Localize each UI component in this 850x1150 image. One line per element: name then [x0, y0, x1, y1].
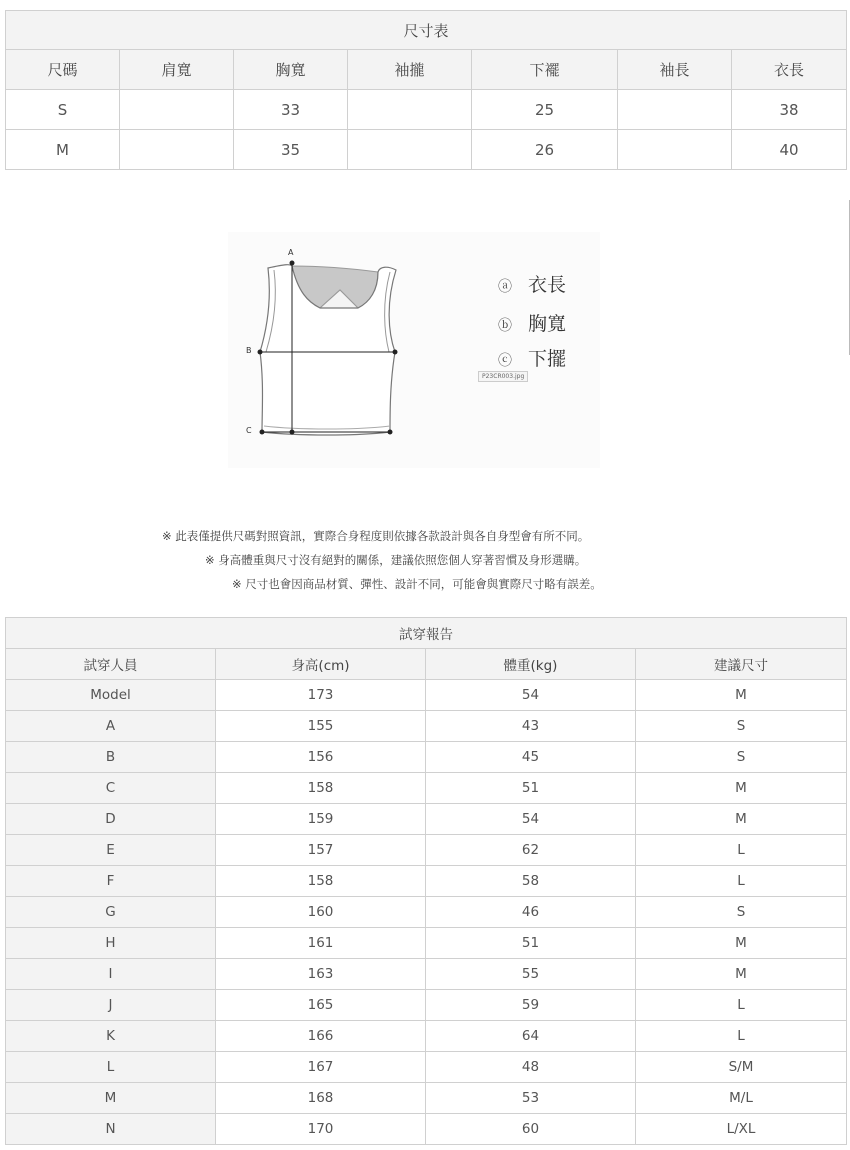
note-line: ※ 尺寸也會因商品材質、彈性、設計不同，可能會與實際尺寸略有誤差。: [232, 577, 602, 591]
fitting-report-title-row: [6, 618, 847, 649]
size-chart-title-row: [6, 11, 847, 50]
table-cell: S: [636, 897, 847, 928]
table-row: [6, 711, 847, 742]
hem-col-header: 下襬: [472, 50, 618, 90]
table-cell: 160: [216, 897, 426, 928]
table-cell: L: [636, 835, 847, 866]
table-row: [6, 773, 847, 804]
table-cell: 166: [216, 1021, 426, 1052]
table-cell: B: [6, 742, 216, 773]
table-cell: L: [6, 1052, 216, 1083]
length-col-header: 衣長: [732, 50, 847, 90]
table-cell: 46: [426, 897, 636, 928]
table-row: [6, 1083, 847, 1114]
note-line: ※ 此表僅提供尺碼對照資訊，實際合身程度則依據各款設計與各自身型會有所不同。: [162, 529, 590, 543]
table-cell: L: [636, 1021, 847, 1052]
table-cell: [348, 130, 472, 170]
table-cell: C: [6, 773, 216, 804]
table-row: [6, 1114, 847, 1145]
table-row: [6, 1021, 847, 1052]
note-line: ※ 身高體重與尺寸沒有絕對的關係，建議依照您個人穿著習慣及身形選購。: [205, 553, 587, 567]
suggested-size-col-header: 建議尺寸: [636, 649, 847, 680]
table-cell: 64: [426, 1021, 636, 1052]
sleeve-col-header: 袖長: [618, 50, 732, 90]
table-cell: 159: [216, 804, 426, 835]
table-cell: 25: [472, 90, 618, 130]
table-cell: 59: [426, 990, 636, 1021]
table-cell: M: [636, 773, 847, 804]
table-cell: 54: [426, 680, 636, 711]
armhole-col-header: 袖攏: [348, 50, 472, 90]
table-cell: H: [6, 928, 216, 959]
table-cell: 43: [426, 711, 636, 742]
file-name-tag: P23CR003.jpg: [478, 371, 528, 382]
table-cell: 168: [216, 1083, 426, 1114]
table-cell: [618, 130, 732, 170]
chest-col-header: 胸寬: [234, 50, 348, 90]
table-cell: 51: [426, 773, 636, 804]
table-row: [6, 742, 847, 773]
legend-item-length: [498, 270, 566, 297]
table-cell: M: [636, 680, 847, 711]
size-chart-title: 尺寸表: [6, 11, 847, 50]
table-cell: 53: [426, 1083, 636, 1114]
table-cell: L: [636, 866, 847, 897]
table-row: [6, 897, 847, 928]
table-cell: K: [6, 1021, 216, 1052]
garment-measurement-diagram: [228, 232, 600, 468]
table-cell: 163: [216, 959, 426, 990]
table-cell: L: [636, 990, 847, 1021]
table-cell: G: [6, 897, 216, 928]
table-cell: S: [636, 742, 847, 773]
size-row-s: [6, 90, 847, 130]
table-cell: 48: [426, 1052, 636, 1083]
table-cell: J: [6, 990, 216, 1021]
fitting-report-header-row: [6, 649, 847, 680]
table-cell: 60: [426, 1114, 636, 1145]
table-cell: S: [636, 711, 847, 742]
legend-label: 衣長: [528, 274, 567, 296]
table-cell: D: [6, 804, 216, 835]
table-cell: 158: [216, 773, 426, 804]
point-c-label: C: [246, 426, 252, 435]
table-cell: F: [6, 866, 216, 897]
table-cell: [618, 90, 732, 130]
table-cell: 54: [426, 804, 636, 835]
table-cell: 170: [216, 1114, 426, 1145]
legend-marker-c: ⓒ: [498, 353, 512, 369]
table-cell: M: [636, 959, 847, 990]
table-cell: L/XL: [636, 1114, 847, 1145]
table-cell: Model: [6, 680, 216, 711]
table-row: [6, 804, 847, 835]
legend-item-chest: [498, 309, 566, 336]
tester-col-header: 試穿人員: [6, 649, 216, 680]
table-cell: A: [6, 711, 216, 742]
table-cell: 55: [426, 959, 636, 990]
table-row: [6, 990, 847, 1021]
fitting-report-title: 試穿報告: [6, 618, 847, 649]
table-cell: S/M: [636, 1052, 847, 1083]
table-cell: S: [6, 90, 120, 130]
table-cell: 167: [216, 1052, 426, 1083]
shoulder-col-header: 肩寬: [120, 50, 234, 90]
table-cell: I: [6, 959, 216, 990]
table-cell: E: [6, 835, 216, 866]
table-cell: [120, 130, 234, 170]
table-cell: 38: [732, 90, 847, 130]
table-cell: M: [6, 130, 120, 170]
table-cell: [348, 90, 472, 130]
legend-marker-b: ⓑ: [498, 318, 512, 334]
table-cell: 156: [216, 742, 426, 773]
table-cell: M/L: [636, 1083, 847, 1114]
legend-label: 下擺: [528, 348, 567, 370]
table-cell: 155: [216, 711, 426, 742]
legend-marker-a: ⓐ: [498, 279, 512, 295]
table-cell: 58: [426, 866, 636, 897]
size-chart-header-row: [6, 50, 847, 90]
table-cell: [120, 90, 234, 130]
fitting-report-body: [6, 680, 847, 1145]
table-cell: 157: [216, 835, 426, 866]
table-cell: 40: [732, 130, 847, 170]
point-a-label: A: [288, 248, 294, 257]
table-row: [6, 1052, 847, 1083]
size-chart-table: [5, 10, 847, 170]
table-cell: M: [636, 804, 847, 835]
legend-item-hem: [498, 344, 566, 371]
table-cell: 62: [426, 835, 636, 866]
size-col-header: 尺碼: [6, 50, 120, 90]
table-cell: 45: [426, 742, 636, 773]
table-cell: M: [6, 1083, 216, 1114]
table-cell: 51: [426, 928, 636, 959]
table-cell: 26: [472, 130, 618, 170]
table-row: [6, 928, 847, 959]
point-b-label: B: [246, 346, 252, 355]
table-cell: 35: [234, 130, 348, 170]
table-cell: 158: [216, 866, 426, 897]
size-row-m: [6, 130, 847, 170]
fitting-report-table: [5, 617, 847, 1145]
legend-label: 胸寬: [528, 313, 567, 335]
table-cell: 161: [216, 928, 426, 959]
table-row: [6, 866, 847, 897]
table-row: [6, 959, 847, 990]
table-cell: 165: [216, 990, 426, 1021]
table-cell: M: [636, 928, 847, 959]
table-cell: 173: [216, 680, 426, 711]
table-row: [6, 680, 847, 711]
table-cell: N: [6, 1114, 216, 1145]
table-cell: 33: [234, 90, 348, 130]
table-row: [6, 835, 847, 866]
weight-col-header: 體重(kg): [426, 649, 636, 680]
height-col-header: 身高(cm): [216, 649, 426, 680]
